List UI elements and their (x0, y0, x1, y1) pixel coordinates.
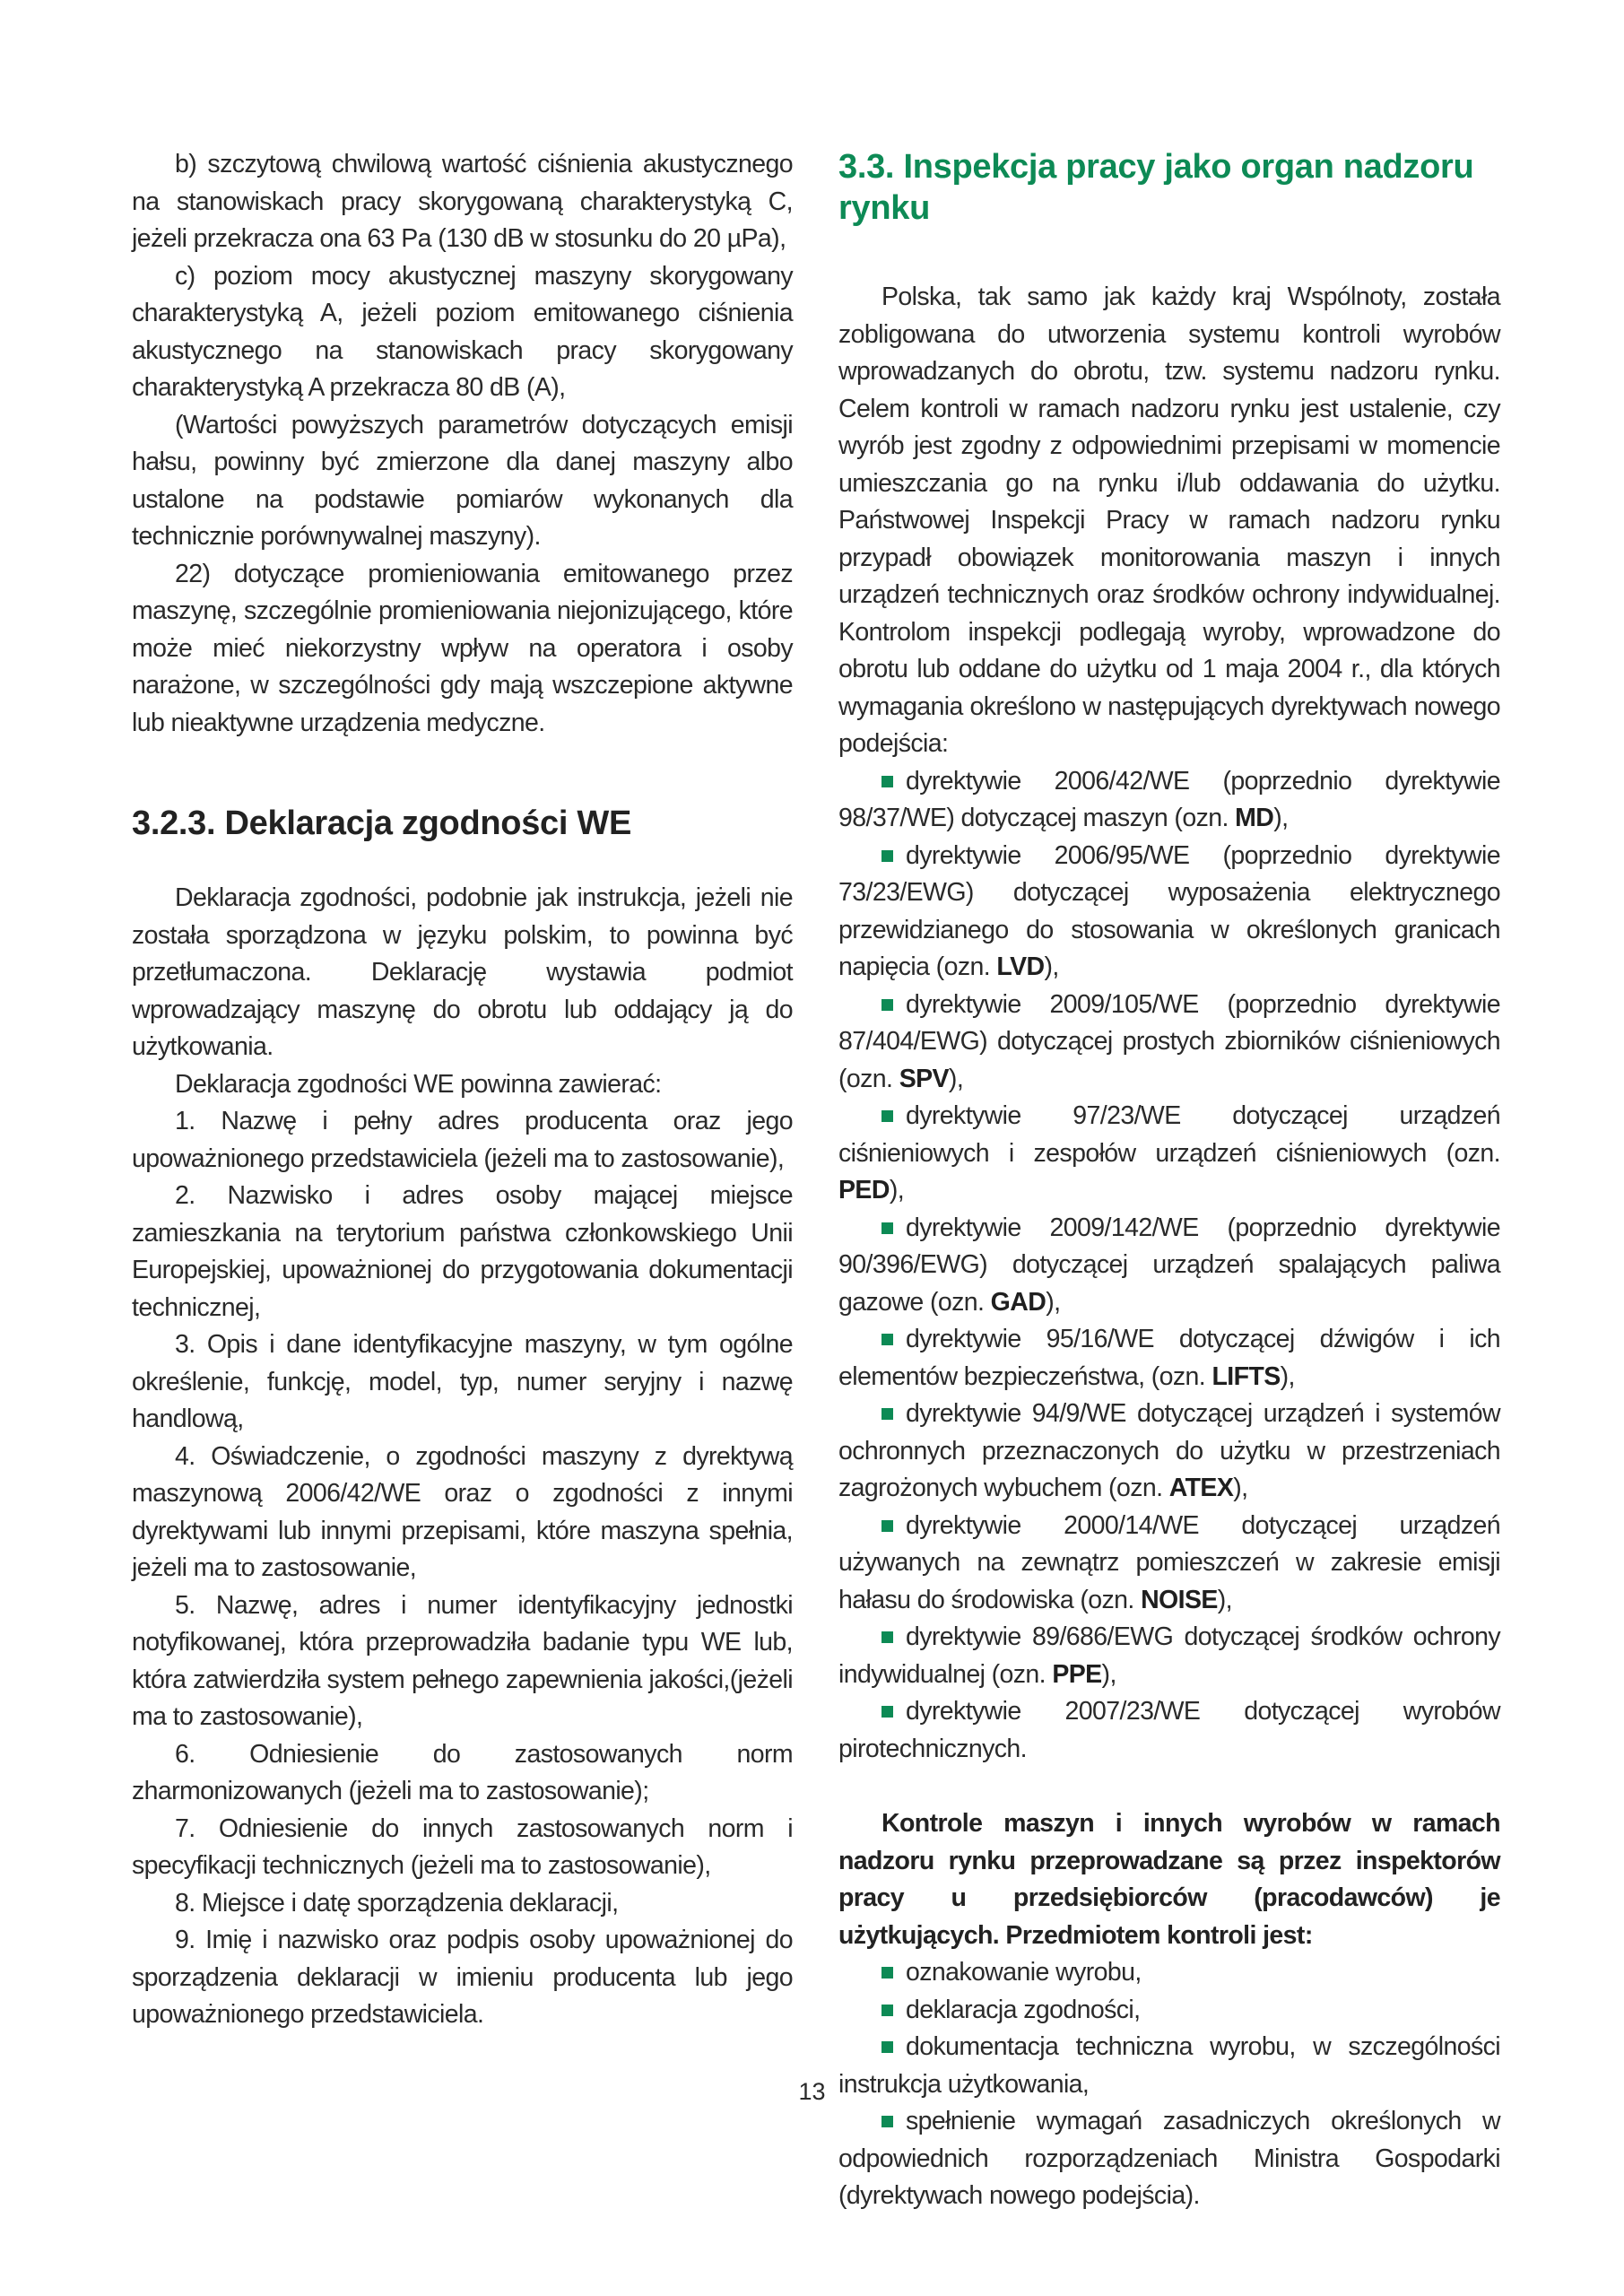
directive-item: dyrektywie 2009/142/WE (poprzednio dyrektywie 90/396/EWG) dotyczącej urządzeń spalających paliwa gazowe (ozn. GAD), (838, 1213, 1500, 1317)
control-item: dokumentacja techniczna wyrobu, w szczególności instrukcja użytkowania, (838, 2032, 1500, 2099)
square-bullet-icon (881, 1520, 893, 1532)
declaration-item: 6. Odniesienie do zastosowanych norm zharmonizowanych (jeżeli ma to zastosowanie); (132, 1739, 793, 1805)
page-number: 13 (798, 2078, 826, 2105)
paragraph-22: 22) dotyczące promieniowania emitowanego przez maszynę, szczególnie promieniowania niejonizującego, które może mieć niekorzystny wpływ na operatora i osoby narażone, w szczególności gdy mają wszczepione aktywne lub nieaktywne urządzenia medyczne. (132, 559, 793, 737)
square-bullet-icon (881, 1967, 893, 1979)
directive-item: dyrektywie 2000/14/WE dotyczącej urządzeń używanych na zewnątrz pomieszczeń w zakresie emisji hałasu do środowiska (ozn. NOISE), (838, 1510, 1500, 1614)
directive-item: dyrektywie 2006/42/WE (poprzednio dyrektywie 98/37/WE) dotyczącej maszyn (ozn. MD), (838, 766, 1500, 832)
square-bullet-icon (881, 1334, 893, 1345)
declaration-item: 2. Nazwisko i adres osoby mającej miejsce zamieszkania na terytorium państwa członkowskiego Unii Europejskiej, upoważnionej do przygotowania dokumentacji technicznej, (132, 1181, 793, 1322)
square-bullet-icon (881, 1706, 893, 1718)
directive-item: dyrektywie 89/686/EWG dotyczącej środków ochrony indywidualnej (ozn. PPE), (838, 1622, 1500, 1689)
directive-item: dyrektywie 2007/23/WE dotyczącej wyrobów pirotechnicznych. (838, 1697, 1500, 1763)
square-bullet-icon (881, 999, 893, 1011)
control-item: spełnienie wymagań zasadniczych określonych w odpowiednich rozporządzeniach Ministra Gospodarki (dyrektywach nowego podejścia). (838, 2107, 1500, 2210)
square-bullet-icon (881, 2041, 893, 2053)
declaration-item: 9. Imię i nazwisko oraz podpis osoby upoważnionej do sporządzenia deklaracji w imieniu producenta lub jego upoważnionego przedstawiciela. (132, 1926, 793, 2029)
declaration-item: 4. Oświadczenie, o zgodności maszyny z dyrektywą maszynową 2006/42/WE oraz o zgodności z innymi dyrektywami lub innymi przepisami, które maszyna spełnia, jeżeli ma to zastosowanie, (132, 1441, 793, 1582)
paragraph-b: b) szczytową chwilową wartość ciśnienia akustycznego na stanowiskach pracy skorygowaną charakterystyką C, jeżeli przekracza ona 63 Pa (130 dB w stosunku do 20 µPa), (132, 150, 793, 253)
market-surveillance-intro: Polska, tak samo jak każdy kraj Wspólnoty, została zobligowana do utworzenia systemu kontroli wyrobów wprowadzanych do obrotu, tzw. systemu nadzoru rynku. Celem kontroli w ramach nadzoru rynku jest ustalenie, czy wyrób jest zgodny z odpowiednimi przepisami w momencie umieszczania go na rynku i/lub oddawania do użytku. Państwowej Inspekcji Pracy w ramach nadzoru rynku przypadł obowiązek monitorowania maszyn i innych urządzeń technicznych oraz środków ochrony indywidualnej. Kontrolom inspekcji podlegają wyroby, wprowadzone do obrotu lub oddane do użytku od 1 maja 2004 r., dla których wymagania określono w następujących dyrektywach nowego podejścia: (838, 283, 1500, 758)
section-heading-3-2-3: 3.2.3. Deklaracja zgodności WE (132, 804, 631, 842)
directive-item: dyrektywie 94/9/WE dotyczącej urządzeń i systemów ochronnych przeznaczonych do użytku w przestrzeniach zagrożonych wybuchem (ozn. ATEX), (838, 1399, 1500, 1502)
declaration-item: 8. Miejsce i datę sporządzenia deklaracji, (175, 1888, 619, 1918)
square-bullet-icon (881, 2116, 893, 2127)
declaration-item: 3. Opis i dane identyfikacyjne maszyny, w tym ogólne określenie, funkcję, model, typ, numer seryjny i nazwę handlową, (132, 1330, 793, 1433)
paragraph-c: c) poziom mocy akustycznej maszyny skorygowany charakterystyką A, jeżeli poziom emitowanego ciśnienia akustycznego na stanowiskach pracy skorygowany charakterystyką A przekracza 80 dB (A), (132, 261, 793, 402)
declaration-item: 5. Nazwę, adres i numer identyfikacyjny jednostki notyfikowanej, która przeprowadziła badanie typu WE lub, która zatwierdziła system pełnego zapewnienia jakości,(jeżeli ma to zastosowanie), (132, 1590, 793, 1731)
directive-item: dyrektywie 2009/105/WE (poprzednio dyrektywie 87/404/EWG) dotyczącej prostych zbiorników ciśnieniowych (ozn. SPV), (838, 989, 1500, 1093)
declaration-list-intro: Deklaracja zgodności WE powinna zawierać: (175, 1069, 662, 1099)
paragraph-note: (Wartości powyższych parametrów dotyczących emisji hałsu, powinny być zmierzone dla danej maszyny albo ustalone na podstawie pomiarów wykonanych dla technicznie porównywalnej maszyny). (132, 410, 793, 551)
declaration-item: 1. Nazwę i pełny adres producenta oraz jego upoważnionego przedstawiciela (jeżeli ma to zastosowanie), (132, 1107, 793, 1173)
directive-item: dyrektywie 2006/95/WE (poprzednio dyrektywie 73/23/EWG) dotyczącej wyposażenia elektrycznego przewidzianego do stosowania w określonych granicach napięcia (ozn. LVD), (838, 840, 1500, 981)
square-bullet-icon (881, 2005, 893, 2016)
square-bullet-icon (881, 776, 893, 787)
control-item: deklaracja zgodności, (838, 1992, 1500, 2030)
section-heading-3-3: 3.3. Inspekcja pracy jako organ nadzoru rynku (838, 148, 1474, 227)
left-column (132, 146, 793, 2034)
declaration-intro: Deklaracja zgodności, podobnie jak instrukcja, jeżeli nie została sporządzona w języku polskim, to powinna być przetłumaczona. Deklarację wystawia podmiot wprowadzający maszynę do obrotu lub oddający ją do użytkowania. (132, 883, 793, 1061)
square-bullet-icon (881, 850, 893, 862)
control-item: oznakowanie wyrobu, (838, 1954, 1500, 1992)
square-bullet-icon (881, 1631, 893, 1643)
directive-item: dyrektywie 97/23/WE dotyczącej urządzeń ciśnieniowych i zespołów urządzeń ciśnieniowych (ozn. PED), (838, 1101, 1500, 1205)
right-column (838, 146, 1500, 2215)
controls-bold-paragraph: Kontrole maszyn i innych wyrobów w ramach nadzoru rynku przeprowadzane są przez inspektorów pracy u przedsiębiorców (pracodawców) je użytkujących. Przedmiotem kontroli jest: (838, 1809, 1500, 1950)
square-bullet-icon (881, 1222, 893, 1234)
declaration-item: 7. Odniesienie do innych zastosowanych norm i specyfikacji technicznych (jeżeli ma to zastosowanie), (132, 1813, 793, 1880)
square-bullet-icon (881, 1408, 893, 1420)
directive-item: dyrektywie 95/16/WE dotyczącej dźwigów i ich elementów bezpieczeństwa, (ozn. LIFTS), (838, 1325, 1500, 1391)
square-bullet-icon (881, 1110, 893, 1122)
directives-list (838, 763, 1500, 1769)
